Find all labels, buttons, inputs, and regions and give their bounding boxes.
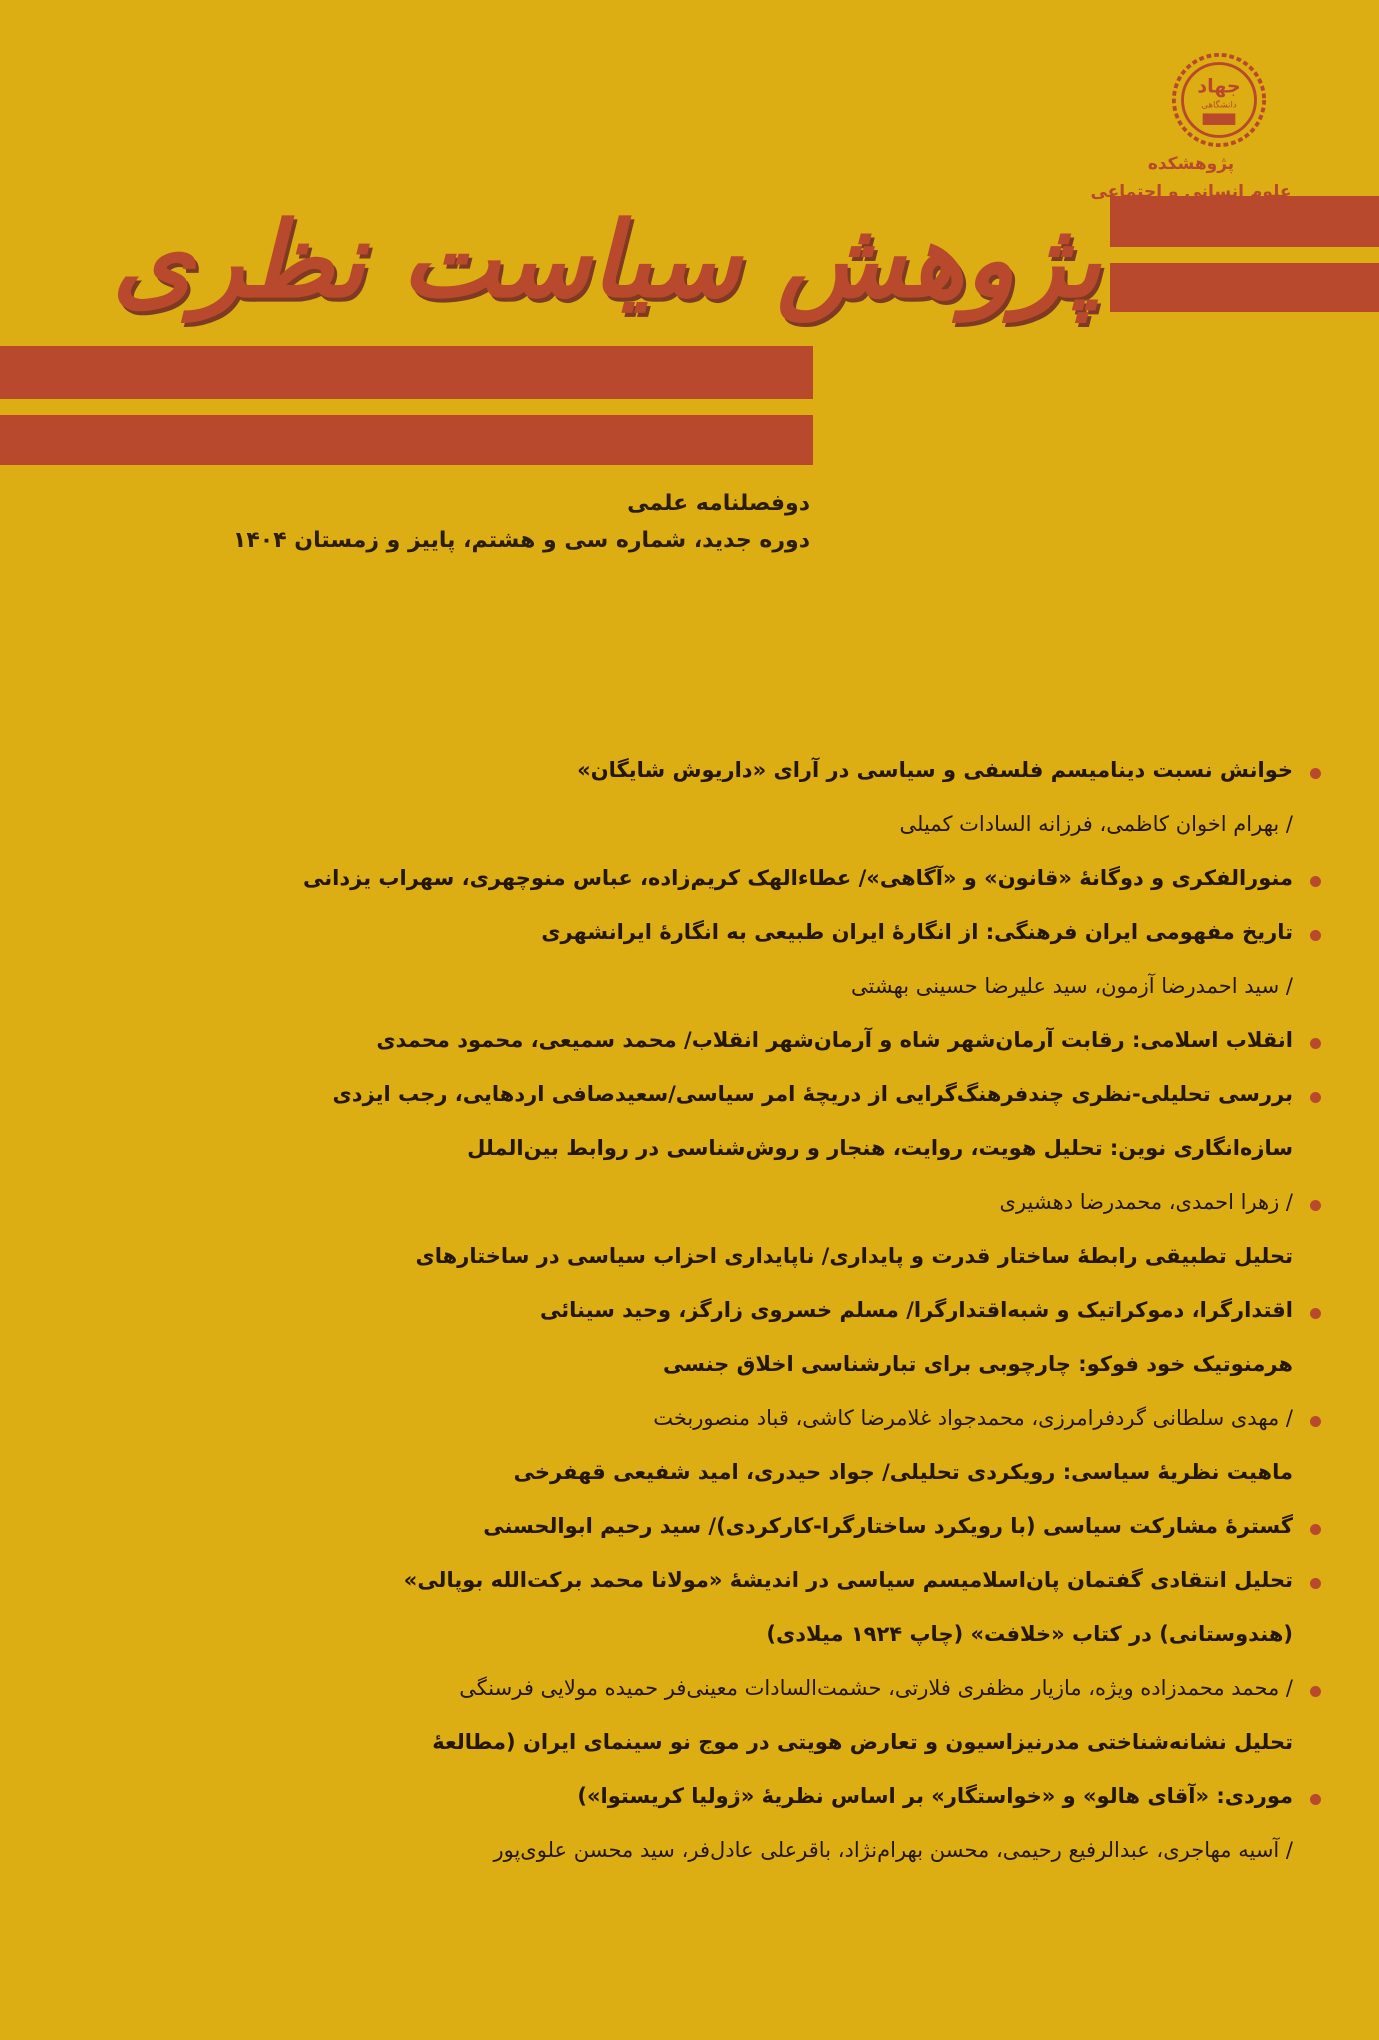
bullet-dot-icon (1310, 1686, 1321, 1697)
toc-line-text: / بهرام اخوان کاظمی، فرزانه السادات کمیلی (899, 812, 1293, 836)
toc-line-text: خوانش نسبت دینامیسم فلسفی و سیاسی در آرای «داریوش شایگان» (577, 758, 1293, 782)
toc-line-text: منورالفکری و دوگانهٔ «قانون» و «آگاهی»/ عطاءالهک کریم‌زاده، عباس منوچهری، سهراب یزدانی (303, 866, 1293, 890)
toc-line-text: موردی: «آقای هالو» و «خواستگار» بر اساس نظریهٔ «ژولیا کریستوا») (577, 1784, 1293, 1808)
toc-authors (311, 1666, 1321, 1720)
toc-line-text: / محمد محمدزاده ویژه، مازیار مظفری فلارتی، حشمت‌السادات معینی‌فر حمیده مولایی فرسنگی (459, 1676, 1293, 1700)
toc-line-text: سازه‌انگاری نوین: تحلیل هویت، روایت، هنجار و روش‌شناسی در روابط بین‌الملل (467, 1136, 1293, 1160)
publisher-logo (1171, 52, 1267, 148)
toc-line-text: ماهیت نظریهٔ سیاسی: رویکردی تحلیلی/ جواد حیدری، امید شفیعی قهفرخی (513, 1460, 1293, 1484)
toc-article-title (311, 1450, 1321, 1504)
toc-article-title (311, 1774, 1321, 1828)
bullet-dot-icon (1310, 1092, 1321, 1103)
toc-article-title (311, 1612, 1321, 1666)
toc-line-text: / زهرا احمدی، محمدرضا دهشیری (999, 1190, 1293, 1214)
bullet-dot-icon (1310, 1794, 1321, 1805)
toc-article-title (311, 1126, 1321, 1180)
bullet-dot-icon (1310, 1200, 1321, 1211)
bullet-dot-icon (1310, 1308, 1321, 1319)
toc-article-title (311, 1234, 1321, 1288)
toc-authors (311, 1396, 1321, 1450)
toc-authors (311, 1828, 1321, 1882)
toc-line-text: انقلاب اسلامی: رقابت آرمان‌شهر شاه و آرمان‌شهر انقلاب/ محمد سمیعی، محمود محمدی (376, 1028, 1293, 1052)
toc-article-title (311, 1504, 1321, 1558)
bullet-dot-icon (1310, 768, 1321, 779)
publisher-line-2: علوم انسانی و اجتماعی (1090, 182, 1292, 202)
toc-line-text: تاریخ مفهومی ایران فرهنگی: از انگارهٔ ایران طبیعی به انگارهٔ ایرانشهری (541, 920, 1293, 944)
toc-line-text: تحلیل انتقادی گفتمان پان‌اسلامیسم سیاسی در اندیشهٔ «مولانا محمد برکت‌الله بوپالی» (403, 1568, 1293, 1592)
toc-line-text: بررسی تحلیلی-نظری چندفرهنگ‌گرایی از دریچهٔ امر سیاسی/سعیدصافی اردهایی، رجب ایزدی (332, 1082, 1293, 1106)
toc-article-title (303, 856, 1321, 910)
toc-line-text: / سید احمدرضا آزمون، سید علیرضا حسینی بهشتی (851, 974, 1293, 998)
toc-article-title (311, 1558, 1321, 1612)
table-of-contents (303, 748, 1321, 1882)
publisher-line-1: پژوهشکده (1147, 154, 1235, 174)
bullet-dot-icon (1310, 876, 1321, 887)
toc-line-text: (هندوستانی) در کتاب «خلافت» (چاپ ۱۹۲۴ میلادی) (766, 1622, 1293, 1646)
header-stripe-right-bottom (1110, 263, 1379, 312)
toc-line-text: گسترهٔ مشارکت سیاسی (با رویکرد ساختارگرا-کارکردی)/ سید رحیم ابوالحسنی (483, 1514, 1293, 1538)
bullet-dot-icon (1310, 930, 1321, 941)
toc-article-title (311, 748, 1321, 802)
toc-line-text: تحلیل نشانه‌شناختی مدرنیزاسیون و تعارض هویتی در موج نو سینمای ایران (مطالعهٔ (432, 1730, 1293, 1754)
journal-title: پژوهش سیاست نظری (112, 198, 1101, 321)
header-stripe-left-top (0, 346, 813, 399)
toc-article-title (311, 1072, 1321, 1126)
issue-info (233, 485, 810, 559)
toc-article-title (311, 1342, 1321, 1396)
journal-type: دوفصلنامه علمی (627, 491, 810, 516)
logo-text: جهاد (1197, 74, 1241, 98)
bullet-dot-icon (1310, 1038, 1321, 1049)
toc-authors (311, 802, 1321, 856)
toc-line-text: / آسیه مهاجری، عبدالرفیع رحیمی، محسن بهرام‌نژاد، باقرعلی عادل‌فر، سید محسن علوی‌پور (493, 1838, 1293, 1862)
toc-authors (311, 1180, 1321, 1234)
toc-line-text: اقتدارگرا، دموکراتیک و شبه‌اقتدارگرا/ مسلم خسروی زارگز، وحید سینائی (540, 1298, 1293, 1322)
issue-details: دوره جدید، شماره سی و هشتم، پاییز و زمستان ۱۴۰۴ (232, 528, 810, 553)
toc-article-title (311, 910, 1321, 964)
toc-authors (311, 964, 1321, 1018)
bullet-dot-icon (1310, 1524, 1321, 1535)
toc-line-text: / مهدی سلطانی گردفرامرزی، محمدجواد غلامرضا کاشی، قباد منصوربخت (653, 1406, 1293, 1430)
toc-article-title (311, 1720, 1321, 1774)
toc-line-text: تحلیل تطبیقی رابطهٔ ساختار قدرت و پایداری/ ناپایداری احزاب سیاسی در ساختارهای (415, 1244, 1293, 1268)
logo-subtext: دانشگاهی (1201, 100, 1237, 111)
toc-article-title (311, 1288, 1321, 1342)
toc-article-title (311, 1018, 1321, 1072)
bullet-dot-icon (1310, 1578, 1321, 1589)
toc-line-text: هرمنوتیک خود فوکو: چارچوبی برای تبارشناسی اخلاق جنسی (662, 1352, 1293, 1376)
header-stripe-left-bottom (0, 415, 813, 465)
bullet-dot-icon (1310, 1416, 1321, 1427)
